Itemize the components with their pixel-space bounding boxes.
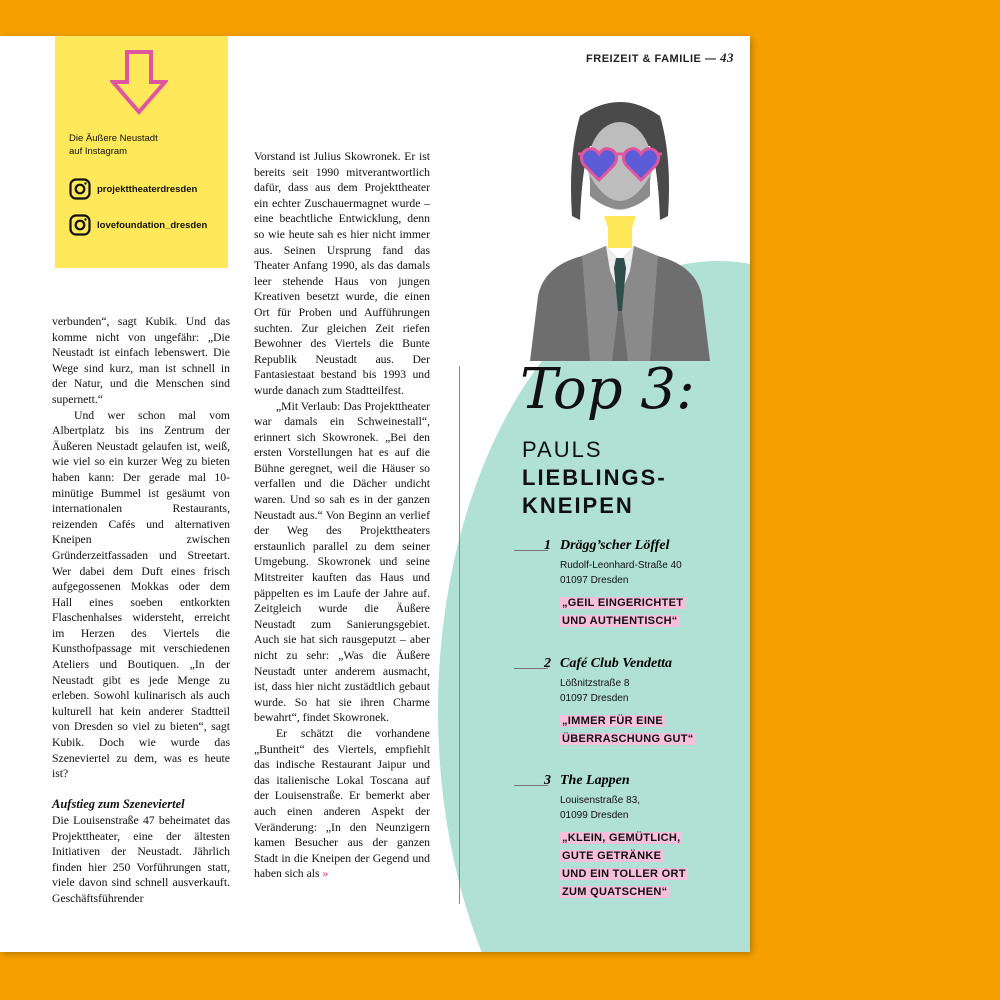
item-name: The Lappen bbox=[560, 773, 630, 788]
item-name: Drägg’scher Löffel bbox=[560, 538, 670, 553]
top3-subtitle-2: LIEBLINGS- bbox=[522, 465, 667, 490]
item-number: 2 bbox=[544, 656, 551, 671]
instagram-handle: projekttheaterdresden bbox=[97, 183, 198, 195]
paragraph: Die Louisenstraße 47 beheimatet das Projekttheater, eine der ältesten Initiativen der Neustadt. Jährlich finden hier 250 Vorführungen statt, viele davon sind schnell ausverkauft. Geschäftsführender bbox=[52, 814, 230, 905]
paragraph: Vorstand ist Julius Skowronek. Er ist bereits seit 1990 mitverantwortlich dafür, dass aus dem Projekttheater ein echter Zuschauermagnet wurde – eine beachtliche Entwicklung, denn so wie heute sah es hier nicht immer aus. Seinen Ursprung fand das Theater Anfang 1990, als das damals leer stehende Haus von jungen Kreativen besetzt wurde, die einen Ort für Proben und Aufführungen suchten. Zur gleichen Zeit riefen Bewohner des Viertels die Bunte Republik Neustadt aus. Der Fantasiestaat bestand bis 1993 und wurde danach zum Stadtteilfest. bbox=[254, 150, 430, 397]
header-dash: — bbox=[704, 53, 717, 65]
article-column-2 bbox=[254, 149, 430, 882]
subheading: Aufstieg zum Szeneviertel bbox=[52, 797, 185, 812]
item-line bbox=[514, 668, 548, 669]
item-line bbox=[514, 550, 548, 551]
instagram-icon bbox=[69, 178, 91, 200]
top3-title: Top 3: bbox=[520, 357, 695, 422]
item-number: 1 bbox=[544, 538, 551, 553]
paragraph: „Mit Verlaub: Das Projekttheater war damals ein Schweinestall“, erinnert sich Skowronek. „Bei den ersten Vorstellungen hat es auf die Bühne geregnet, weil die Häuser so verfallen und die Dächer undicht waren. Und so sah es in der ganzen Neustadt aus.“ Von Beginn an verlief der Weg des Projekttheaters erstaunlich parallel zu dem seiner Umgebung. Skowronek und seine Mitstreiter kauften das Haus und päppelten es im Laufe der Jahre auf. Zeitgleich wurde die Äußere Neustadt zum Sanierungsgebiet. Auch sie hat sich rausgeputzt – aber nicht zu sehr: „Was die Äußere Neustadt unter anderem ausmacht, ist, dass hier nicht zustädtlich gebaut wurde. So hat sie ihren Charme bewahrt“, findet Skowronek. bbox=[254, 399, 430, 725]
item-line bbox=[514, 785, 548, 786]
item-quote: „GEIL EINGERICHTET UND AUTHENTISCH“ bbox=[562, 597, 684, 627]
man-with-heart-sunglasses-illustration bbox=[520, 96, 720, 361]
top3-subtitle-1: PAULS bbox=[522, 437, 603, 462]
column-divider bbox=[459, 366, 460, 904]
continue-marker: » bbox=[322, 867, 329, 881]
instagram-box bbox=[55, 36, 228, 268]
item-address: Lößnitzstraße 8 01097 Dresden bbox=[560, 678, 630, 704]
item-address: Rudolf-Leonhard-Straße 40 01097 Dresden bbox=[560, 560, 682, 586]
item-number: 3 bbox=[544, 773, 551, 788]
top3-subtitle-3: KNEIPEN bbox=[522, 493, 634, 518]
instagram-account-1[interactable] bbox=[69, 178, 197, 200]
instagram-handle: lovefoundation_dresden bbox=[97, 219, 208, 231]
instagram-account-2[interactable] bbox=[69, 214, 207, 236]
item-address: Louisenstraße 83, 01099 Dresden bbox=[560, 795, 641, 821]
item-quote: „IMMER FÜR EINE ÜBERRASCHUNG GUT“ bbox=[562, 715, 694, 745]
paragraph-text: Er schätzt die vorhandene „Buntheit“ des Viertels, empfiehlt das indische Restaurant Jaipur und das italienische Lokal Toscana auf der Louisenstraße. Er bemerkt aber auch einen anderen Aspekt der Veränderung: „In den Neunzigern kamen Besucher aus der ganzen Stadt in die Kneipen der Gegend und haben sich als bbox=[254, 726, 430, 881]
item-quote: „KLEIN, GEMÜTLICH, GUTE GETRÄNKE UND EIN TOLLER ORT ZUM QUATSCHEN“ bbox=[562, 832, 686, 898]
section-title: FREIZEIT & FAMILIE bbox=[586, 53, 702, 65]
article-column-1 bbox=[52, 314, 230, 907]
magazine-page bbox=[0, 36, 750, 952]
instagram-title: Die Äußere Neustadt auf Instagram bbox=[69, 133, 158, 157]
paragraph: verbunden“, sagt Kubik. Und das komme nicht von ungefähr: „Die Neustadt ist einfach lebenswert. Die Wege sind kurz, man ist schnell in der Natur, und die Menschen sind supernett.“ bbox=[52, 315, 230, 406]
instagram-icon bbox=[69, 214, 91, 236]
page-number: 43 bbox=[720, 50, 734, 65]
item-name: Café Club Vendetta bbox=[560, 656, 673, 671]
down-arrow-icon bbox=[110, 50, 168, 116]
paragraph bbox=[254, 726, 430, 882]
page-header bbox=[586, 50, 734, 66]
paragraph: Und wer schon mal vom Albertplatz bis ins Zentrum der Äußeren Neustadt gelaufen ist, weiß, wie viel so ein kurzer Weg zu bieten haben kann: Der gerade mal 10-minütige Bummel ist gesäumt von internationalen Restaurants, reizenden Cafés und alternativen Kneipen zwischen Gründerzeitfassaden und Streetart. Wer dabei dem Duft eines frisch aufgegossenen Mokkas oder dem Hall eines soeben entkorkten Flaschenhalses widersteht, erreicht im Herzen des Viertels die Kunsthofpassage mit verschiedenen Ateliers und Boutiquen. „In der Neustadt gibt es jede Menge zu erleben. Sowohl kulinarisch als auch kulturell hat kein anderer Stadtteil von Dresden so viel zu bieten“, sagt Kubik. Doch wie wurde das Szeneviertel zu dem, was es heute ist? bbox=[52, 408, 230, 781]
